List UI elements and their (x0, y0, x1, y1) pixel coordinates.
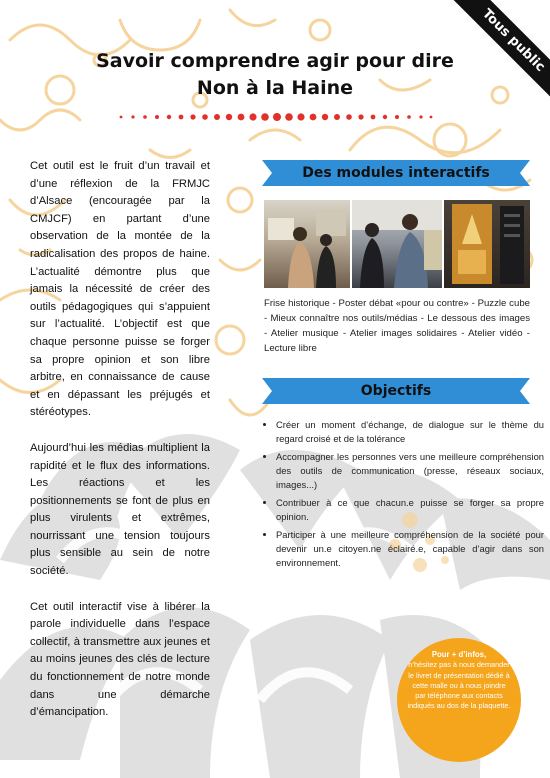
info-circle (397, 638, 521, 762)
intro-column (30, 158, 210, 740)
modules-list: Frise historique - Poster débat «pour ou contre» - Puzzle cube - Mieux connaître nos outils/médias - Le dessous des images - Atelier musique - Atelier images solidaires - Atelier vidéo - Lecture libre (264, 298, 530, 354)
objective-item: • Accompagner les personnes vers une meilleure compréhension des outils de communication (presse, réseaux sociaux, images...) (276, 450, 544, 492)
photo-strip (264, 200, 530, 288)
modules-banner (262, 160, 530, 186)
title-line-2: Non à la Haine (196, 77, 354, 99)
modules-heading: Des modules interactifs (302, 165, 490, 181)
objectives-banner (262, 378, 530, 404)
exhibition-photo-3 (444, 200, 530, 288)
intro-paragraph-1: Cet outil est le fruit d’un travail et d’une réflexion de la FRMJC d’Alsace (encouragée par la CMJCF) en partant d’une observation de la montée de la radicalisation des propos de haine. L’actualité démontre plus que jamais la nécessité de créer des outils pédagogiques qui s’appuient sur l’actualité. L’objectif est que chaque personne puisse se forger sa propre opinion et son libre arbitre, en connaissance de cause et en dépassant les préjugés et stéréotypes. (30, 160, 210, 419)
corner-ribbon-label: Tous public (444, 0, 550, 110)
intro-paragraph-2: Aujourd’hui les médias multiplient la rapidité et le flux des informations. Les réactions et les positionnements se font de plus en plus virulents et extrêmes, nourrissant une tension toujours plus sensible au sein de notre société. (30, 441, 210, 578)
objective-item: • Participer à une meilleure compréhension de la société pour devenir un.e citoyen.ne éclairé.e, capable d’agir dans son environnement. (276, 528, 544, 570)
info-heading: Pour + d’infos, (431, 650, 487, 659)
objectives-list (262, 418, 544, 574)
objective-item: • Contribuer à ce que chacun.e puisse se forger sa propre opinion. (276, 496, 544, 524)
exhibition-photo-2 (352, 200, 442, 288)
info-text: n’hésitez pas à nous demander le livret de présentation dédié à cette malle ou à nous joindre par téléphone aux contacts indiqués au dos de la plaquette. (407, 660, 511, 711)
title-line-1: Savoir comprendre agir pour dire (96, 50, 454, 72)
objectives-heading: Objectifs (360, 383, 432, 399)
intro-paragraph-3: Cet outil interactif vise à libérer la parole individuelle dans l’espace collectif, à transmettre aux jeunes et au moins jeunes des clés de lecture du fonctionnement de notre monde dans une démarche d’émancipation. (30, 600, 210, 719)
exhibition-photo-1 (264, 200, 350, 288)
objective-item: • Créer un moment d’échange, de dialogue sur le thème du regard croisé et de la tolérance (276, 418, 544, 446)
dotted-separator (115, 112, 435, 122)
page-title (40, 48, 510, 102)
